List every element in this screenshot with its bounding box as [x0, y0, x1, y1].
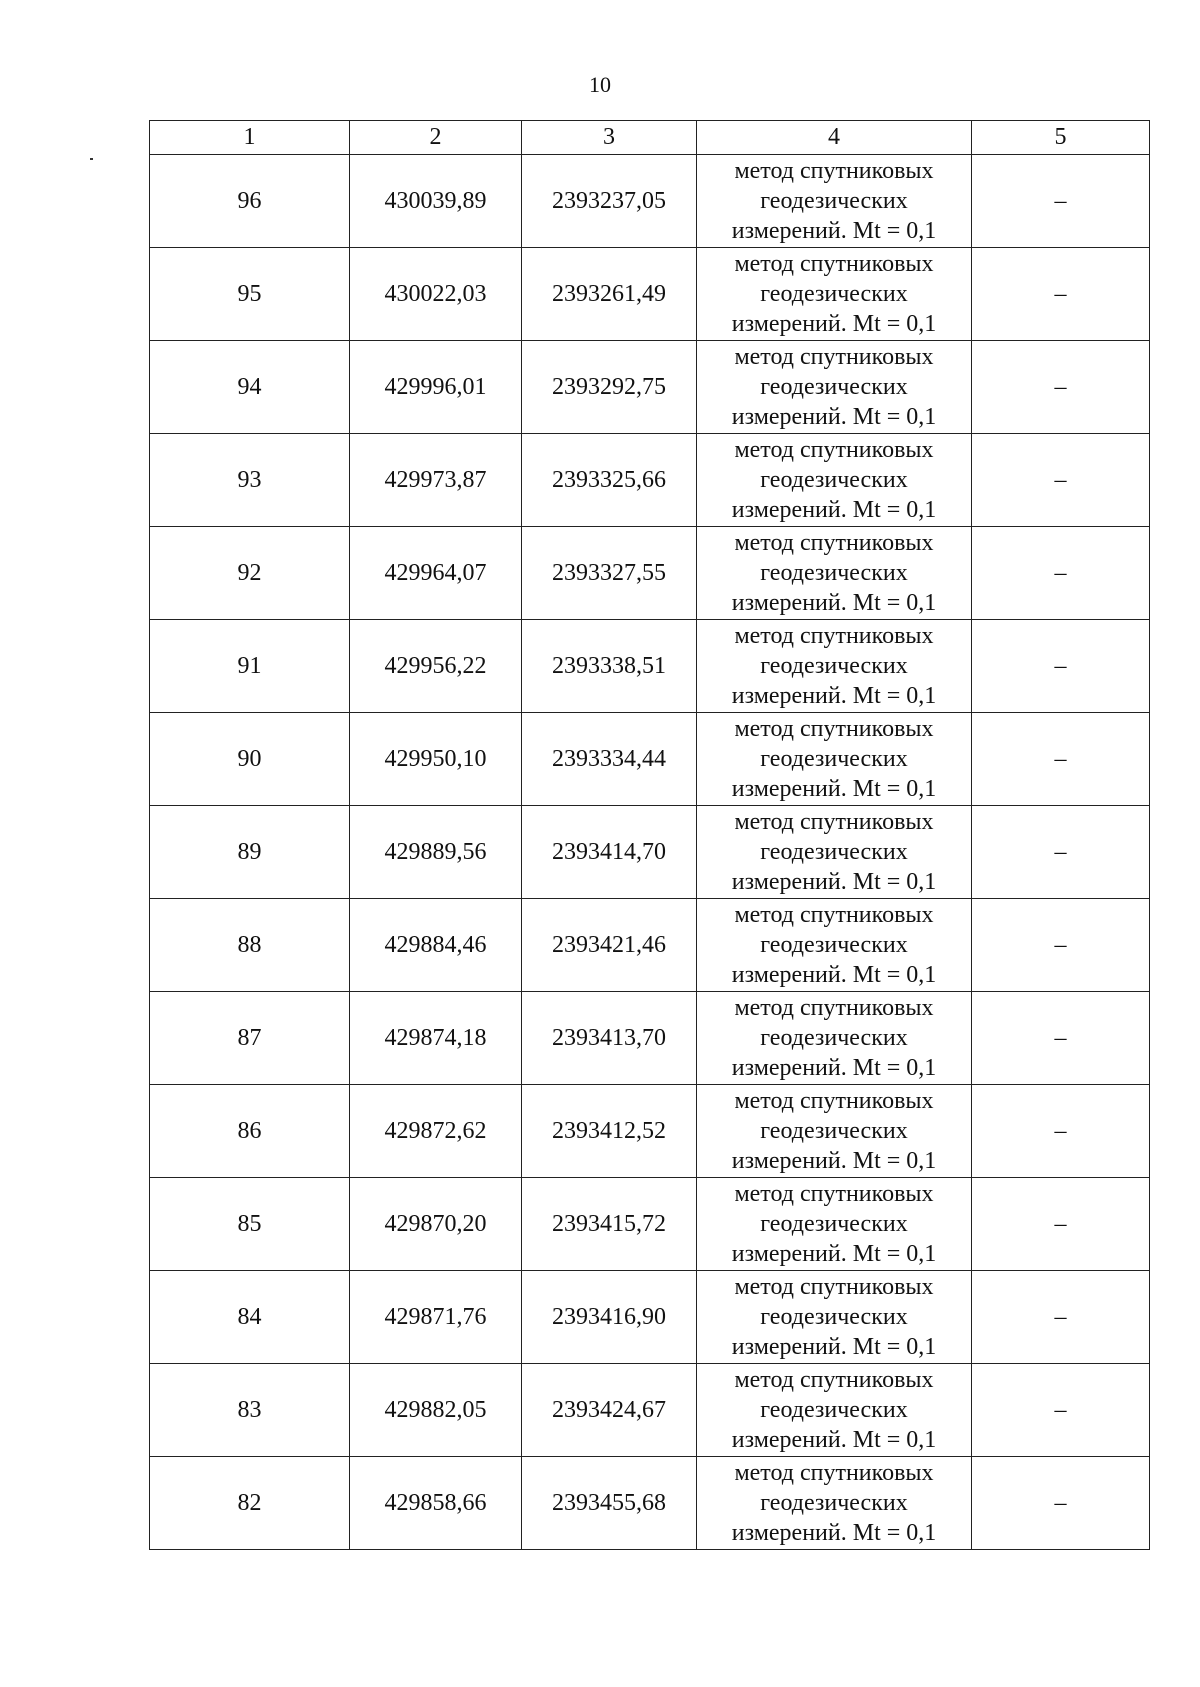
- y-coordinate-cell: 2393325,66: [522, 434, 697, 527]
- x-coordinate-cell: 429964,07: [350, 527, 522, 620]
- point-number-cell: 93: [150, 434, 350, 527]
- y-coordinate-cell: 2393415,72: [522, 1178, 697, 1271]
- x-coordinate-cell: 429889,56: [350, 806, 522, 899]
- x-coordinate-cell: 429858,66: [350, 1457, 522, 1550]
- header-col-3: 3: [522, 121, 697, 155]
- header-col-5: 5: [972, 121, 1150, 155]
- method-line: измерений. Mt = 0,1: [731, 497, 937, 523]
- note-cell: –: [972, 248, 1150, 341]
- table-row: [150, 155, 1150, 248]
- table-row: [150, 1085, 1150, 1178]
- method-line: метод спутниковых: [734, 1274, 934, 1300]
- method-cell: [697, 1457, 972, 1550]
- note-cell: –: [972, 713, 1150, 806]
- note-cell: –: [972, 155, 1150, 248]
- point-number-cell: 84: [150, 1271, 350, 1364]
- note-cell: –: [972, 1457, 1150, 1550]
- y-coordinate-cell: 2393292,75: [522, 341, 697, 434]
- note-cell: –: [972, 806, 1150, 899]
- table-row: [150, 713, 1150, 806]
- point-number-cell: 90: [150, 713, 350, 806]
- method-line: метод спутниковых: [734, 623, 934, 649]
- x-coordinate-cell: 429973,87: [350, 434, 522, 527]
- note-cell: –: [972, 1271, 1150, 1364]
- method-line: геодезических: [760, 374, 908, 400]
- method-line: измерений. Mt = 0,1: [731, 218, 937, 244]
- x-coordinate-cell: 429872,62: [350, 1085, 522, 1178]
- method-cell: [697, 341, 972, 434]
- header-row: [150, 121, 1150, 155]
- method-line: метод спутниковых: [734, 1460, 934, 1486]
- table-row: [150, 1271, 1150, 1364]
- method-cell: [697, 155, 972, 248]
- method-cell: [697, 1178, 972, 1271]
- method-line: геодезических: [760, 1025, 908, 1051]
- method-cell: [697, 713, 972, 806]
- method-line: метод спутниковых: [734, 251, 934, 277]
- method-line: метод спутниковых: [734, 1367, 934, 1393]
- header-col-2: 2: [350, 121, 522, 155]
- method-line: метод спутниковых: [734, 530, 934, 556]
- table-body: [150, 155, 1150, 1550]
- y-coordinate-cell: 2393455,68: [522, 1457, 697, 1550]
- method-line: геодезических: [760, 467, 908, 493]
- method-line: метод спутниковых: [734, 809, 934, 835]
- method-cell: [697, 1364, 972, 1457]
- method-line: геодезических: [760, 560, 908, 586]
- method-line: измерений. Mt = 0,1: [731, 869, 937, 895]
- method-line: измерений. Mt = 0,1: [731, 1148, 937, 1174]
- method-line: геодезических: [760, 1490, 908, 1516]
- point-number-cell: 85: [150, 1178, 350, 1271]
- method-line: геодезических: [760, 281, 908, 307]
- method-cell: [697, 899, 972, 992]
- note-cell: –: [972, 1178, 1150, 1271]
- x-coordinate-cell: 429884,46: [350, 899, 522, 992]
- method-line: метод спутниковых: [734, 1088, 934, 1114]
- method-line: метод спутниковых: [734, 902, 934, 928]
- method-line: метод спутниковых: [734, 158, 934, 184]
- method-line: измерений. Mt = 0,1: [731, 1520, 937, 1546]
- method-line: измерений. Mt = 0,1: [731, 1241, 937, 1267]
- x-coordinate-cell: 429996,01: [350, 341, 522, 434]
- method-line: геодезических: [760, 1304, 908, 1330]
- table-row: [150, 806, 1150, 899]
- y-coordinate-cell: 2393416,90: [522, 1271, 697, 1364]
- table-row: [150, 620, 1150, 713]
- page-number: 10: [589, 72, 611, 97]
- table-row: [150, 434, 1150, 527]
- x-coordinate-cell: 429956,22: [350, 620, 522, 713]
- point-number-cell: 96: [150, 155, 350, 248]
- table-row: [150, 1364, 1150, 1457]
- method-line: измерений. Mt = 0,1: [731, 962, 937, 988]
- method-line: геодезических: [760, 653, 908, 679]
- point-number-cell: 89: [150, 806, 350, 899]
- method-line: геодезических: [760, 839, 908, 865]
- y-coordinate-cell: 2393414,70: [522, 806, 697, 899]
- header-col-4: 4: [697, 121, 972, 155]
- point-number-cell: 92: [150, 527, 350, 620]
- y-coordinate-cell: 2393334,44: [522, 713, 697, 806]
- x-coordinate-cell: 430022,03: [350, 248, 522, 341]
- y-coordinate-cell: 2393421,46: [522, 899, 697, 992]
- y-coordinate-cell: 2393424,67: [522, 1364, 697, 1457]
- table-row: [150, 1178, 1150, 1271]
- point-number-cell: 86: [150, 1085, 350, 1178]
- method-cell: [697, 1085, 972, 1178]
- table-row: [150, 899, 1150, 992]
- note-cell: –: [972, 899, 1150, 992]
- method-line: метод спутниковых: [734, 344, 934, 370]
- note-cell: –: [972, 1364, 1150, 1457]
- method-line: измерений. Mt = 0,1: [731, 776, 937, 802]
- x-coordinate-cell: 429871,76: [350, 1271, 522, 1364]
- table-row: [150, 341, 1150, 434]
- table-header: [150, 121, 1150, 155]
- method-cell: [697, 434, 972, 527]
- y-coordinate-cell: 2393412,52: [522, 1085, 697, 1178]
- coordinates-table: [149, 120, 1150, 1550]
- y-coordinate-cell: 2393327,55: [522, 527, 697, 620]
- method-line: измерений. Mt = 0,1: [731, 311, 937, 337]
- method-cell: [697, 527, 972, 620]
- point-number-cell: 82: [150, 1457, 350, 1550]
- x-coordinate-cell: 429950,10: [350, 713, 522, 806]
- y-coordinate-cell: 2393261,49: [522, 248, 697, 341]
- point-number-cell: 87: [150, 992, 350, 1085]
- point-number-cell: 94: [150, 341, 350, 434]
- note-cell: –: [972, 620, 1150, 713]
- method-line: измерений. Mt = 0,1: [731, 683, 937, 709]
- method-line: геодезических: [760, 1397, 908, 1423]
- method-line: метод спутниковых: [734, 437, 934, 463]
- table-row: [150, 992, 1150, 1085]
- method-line: геодезических: [760, 746, 908, 772]
- method-line: метод спутниковых: [734, 995, 934, 1021]
- method-cell: [697, 1271, 972, 1364]
- y-coordinate-cell: 2393237,05: [522, 155, 697, 248]
- point-number-cell: 88: [150, 899, 350, 992]
- method-line: геодезических: [760, 1118, 908, 1144]
- method-line: измерений. Mt = 0,1: [731, 1055, 937, 1081]
- point-number-cell: 83: [150, 1364, 350, 1457]
- table-row: [150, 527, 1150, 620]
- x-coordinate-cell: 429882,05: [350, 1364, 522, 1457]
- method-cell: [697, 992, 972, 1085]
- y-coordinate-cell: 2393413,70: [522, 992, 697, 1085]
- method-line: метод спутниковых: [734, 1181, 934, 1207]
- method-line: геодезических: [760, 932, 908, 958]
- method-cell: [697, 248, 972, 341]
- point-number-cell: 91: [150, 620, 350, 713]
- method-line: геодезических: [760, 188, 908, 214]
- method-line: измерений. Mt = 0,1: [731, 1427, 937, 1453]
- x-coordinate-cell: 429870,20: [350, 1178, 522, 1271]
- method-cell: [697, 806, 972, 899]
- method-cell: [697, 620, 972, 713]
- method-line: метод спутниковых: [734, 716, 934, 742]
- scan-mark: [90, 158, 93, 160]
- method-line: измерений. Mt = 0,1: [731, 404, 937, 430]
- header-col-1: 1: [150, 121, 350, 155]
- note-cell: –: [972, 527, 1150, 620]
- table-row: [150, 248, 1150, 341]
- method-line: измерений. Mt = 0,1: [731, 1334, 937, 1360]
- table-row: [150, 1457, 1150, 1550]
- note-cell: –: [972, 1085, 1150, 1178]
- x-coordinate-cell: 430039,89: [350, 155, 522, 248]
- method-line: геодезических: [760, 1211, 908, 1237]
- method-line: измерений. Mt = 0,1: [731, 590, 937, 616]
- y-coordinate-cell: 2393338,51: [522, 620, 697, 713]
- note-cell: –: [972, 341, 1150, 434]
- x-coordinate-cell: 429874,18: [350, 992, 522, 1085]
- point-number-cell: 95: [150, 248, 350, 341]
- note-cell: –: [972, 992, 1150, 1085]
- note-cell: –: [972, 434, 1150, 527]
